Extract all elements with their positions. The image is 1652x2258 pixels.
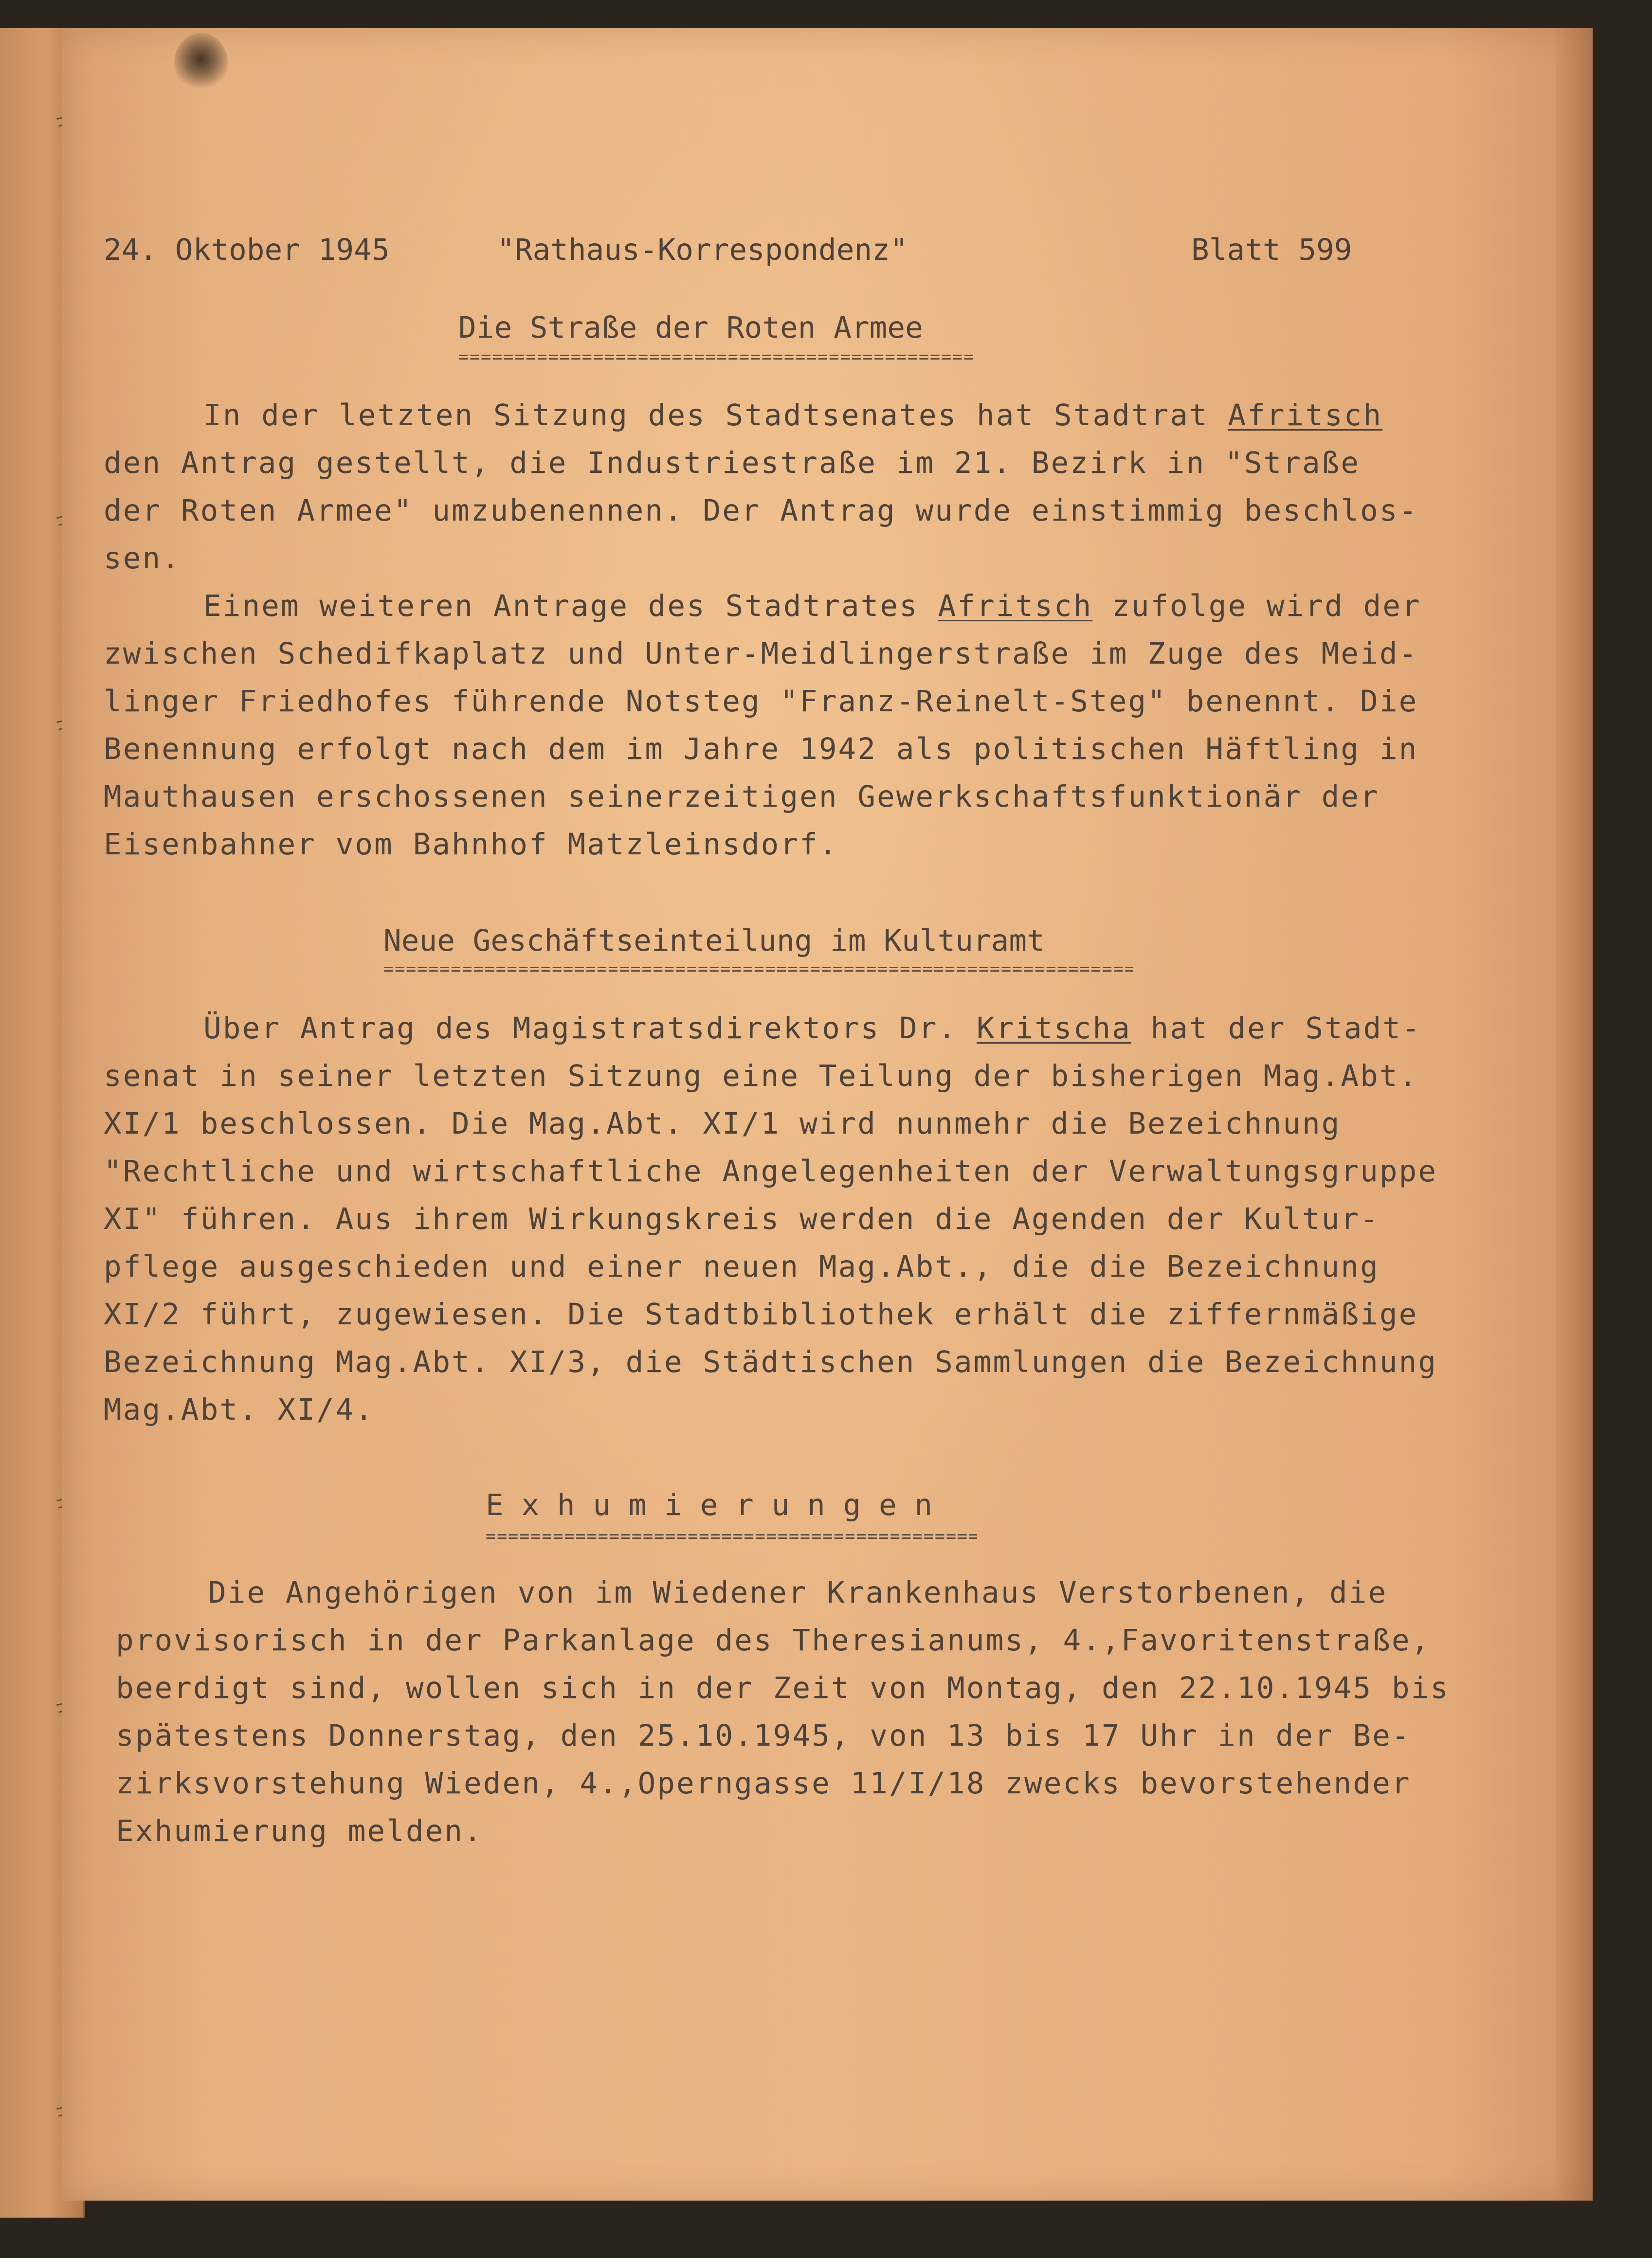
document-page	[62, 28, 1593, 2201]
paragraph-text: Einem weiteren Antrage des Stadtrates	[203, 589, 938, 623]
paragraph-text: hat der Stadt-	[1131, 1011, 1421, 1046]
section-title: Neue Geschäftseinteilung im Kulturamt	[383, 923, 1045, 958]
paragraph-line: Mag.Abt. XI/4.	[104, 1392, 375, 1427]
double-underline-rule	[486, 1527, 977, 1546]
section-title: E x h u m i e r u n g e n	[486, 1488, 933, 1522]
paragraph-line: der Roten Armee" umzubenennen. Der Antrag wurde einstimmig beschlos-	[104, 493, 1418, 528]
double-underline-rule	[383, 959, 1133, 979]
paragraph-line	[203, 398, 1382, 433]
paragraph-line: Bezeichnung Mag.Abt. XI/3, die Städtischen Sammlungen die Bezeichnung	[104, 1345, 1438, 1379]
paragraph-line: sen.	[104, 541, 181, 576]
paragraph-text: Über Antrag des Magistratsdirektors Dr.	[203, 1011, 977, 1046]
ink-stain	[174, 33, 228, 91]
paragraph-line: Die Angehörigen von im Wiedener Krankenhaus Verstorbenen, die	[208, 1575, 1388, 1610]
person-name-underlined: Kritscha	[977, 1011, 1131, 1046]
person-name-underlined: Afritsch	[1228, 398, 1383, 433]
sheet-number: Blatt 599	[1191, 233, 1352, 267]
paragraph-line	[203, 1011, 1421, 1046]
paragraph-line: Eisenbahner vom Bahnhof Matzleinsdorf.	[104, 827, 838, 862]
paragraph-line: provisorisch in der Parkanlage des Theresianums, 4.,Favoritenstraße,	[116, 1623, 1431, 1658]
page-date: 24. Oktober 1945	[104, 233, 390, 267]
paragraph-line: Mauthausen erschossenen seinerzeitigen Gewerkschaftsfunktionär der	[104, 779, 1380, 814]
paragraph-line: zwischen Schedifkaplatz und Unter-Meidlingerstraße im Zuge des Meid-	[104, 636, 1418, 671]
double-underline-rule	[458, 347, 974, 367]
paragraph-line: XI" führen. Aus ihrem Wirkungskreis werden die Agenden der Kultur-	[104, 1202, 1380, 1236]
paragraph-line: Exhumierung melden.	[116, 1814, 483, 1848]
paragraph-line: pflege ausgeschieden und einer neuen Mag.Abt., die die Bezeichnung	[104, 1249, 1380, 1284]
paragraph-line: XI/1 beschlossen. Die Mag.Abt. XI/1 wird nunmehr die Bezeichnung	[104, 1106, 1341, 1141]
paragraph-line: senat in seiner letzten Sitzung eine Teilung der bisherigen Mag.Abt.	[104, 1059, 1418, 1093]
paragraph-line: linger Friedhofes führende Notsteg "Franz-Reinelt-Steg" benennt. Die	[104, 684, 1418, 719]
paragraph-line: spätestens Donnerstag, den 25.10.1945, von 13 bis 17 Uhr in der Be-	[116, 1718, 1411, 1753]
paragraph-line: zirksvorstehung Wieden, 4.,Operngasse 11/I/18 zwecks bevorstehender	[116, 1766, 1411, 1801]
paragraph-text: In der letzten Sitzung des Stadtsenates hat Stadtrat	[203, 398, 1228, 433]
paragraph-line: beerdigt sind, wollen sich in der Zeit von Montag, den 22.10.1945 bis	[116, 1671, 1450, 1705]
paragraph-line: XI/2 führt, zugewiesen. Die Stadtbibliothek erhält die ziffernmäßige	[104, 1297, 1418, 1332]
publication-title: "Rathaus-Korrespondenz"	[497, 233, 908, 267]
person-name-underlined: Afritsch	[938, 589, 1093, 623]
paragraph-line: "Rechtliche und wirtschaftliche Angelegenheiten der Verwaltungsgruppe	[104, 1154, 1438, 1189]
paragraph-line: den Antrag gestellt, die Industriestraße im 21. Bezirk in "Straße	[104, 446, 1361, 480]
paragraph-line: Benennung erfolgt nach dem im Jahre 1942 als politischen Häftling in	[104, 732, 1418, 766]
paragraph-line	[203, 589, 1421, 623]
paragraph-text: zufolge wird der	[1092, 589, 1421, 623]
section-title: Die Straße der Roten Armee	[458, 310, 923, 345]
